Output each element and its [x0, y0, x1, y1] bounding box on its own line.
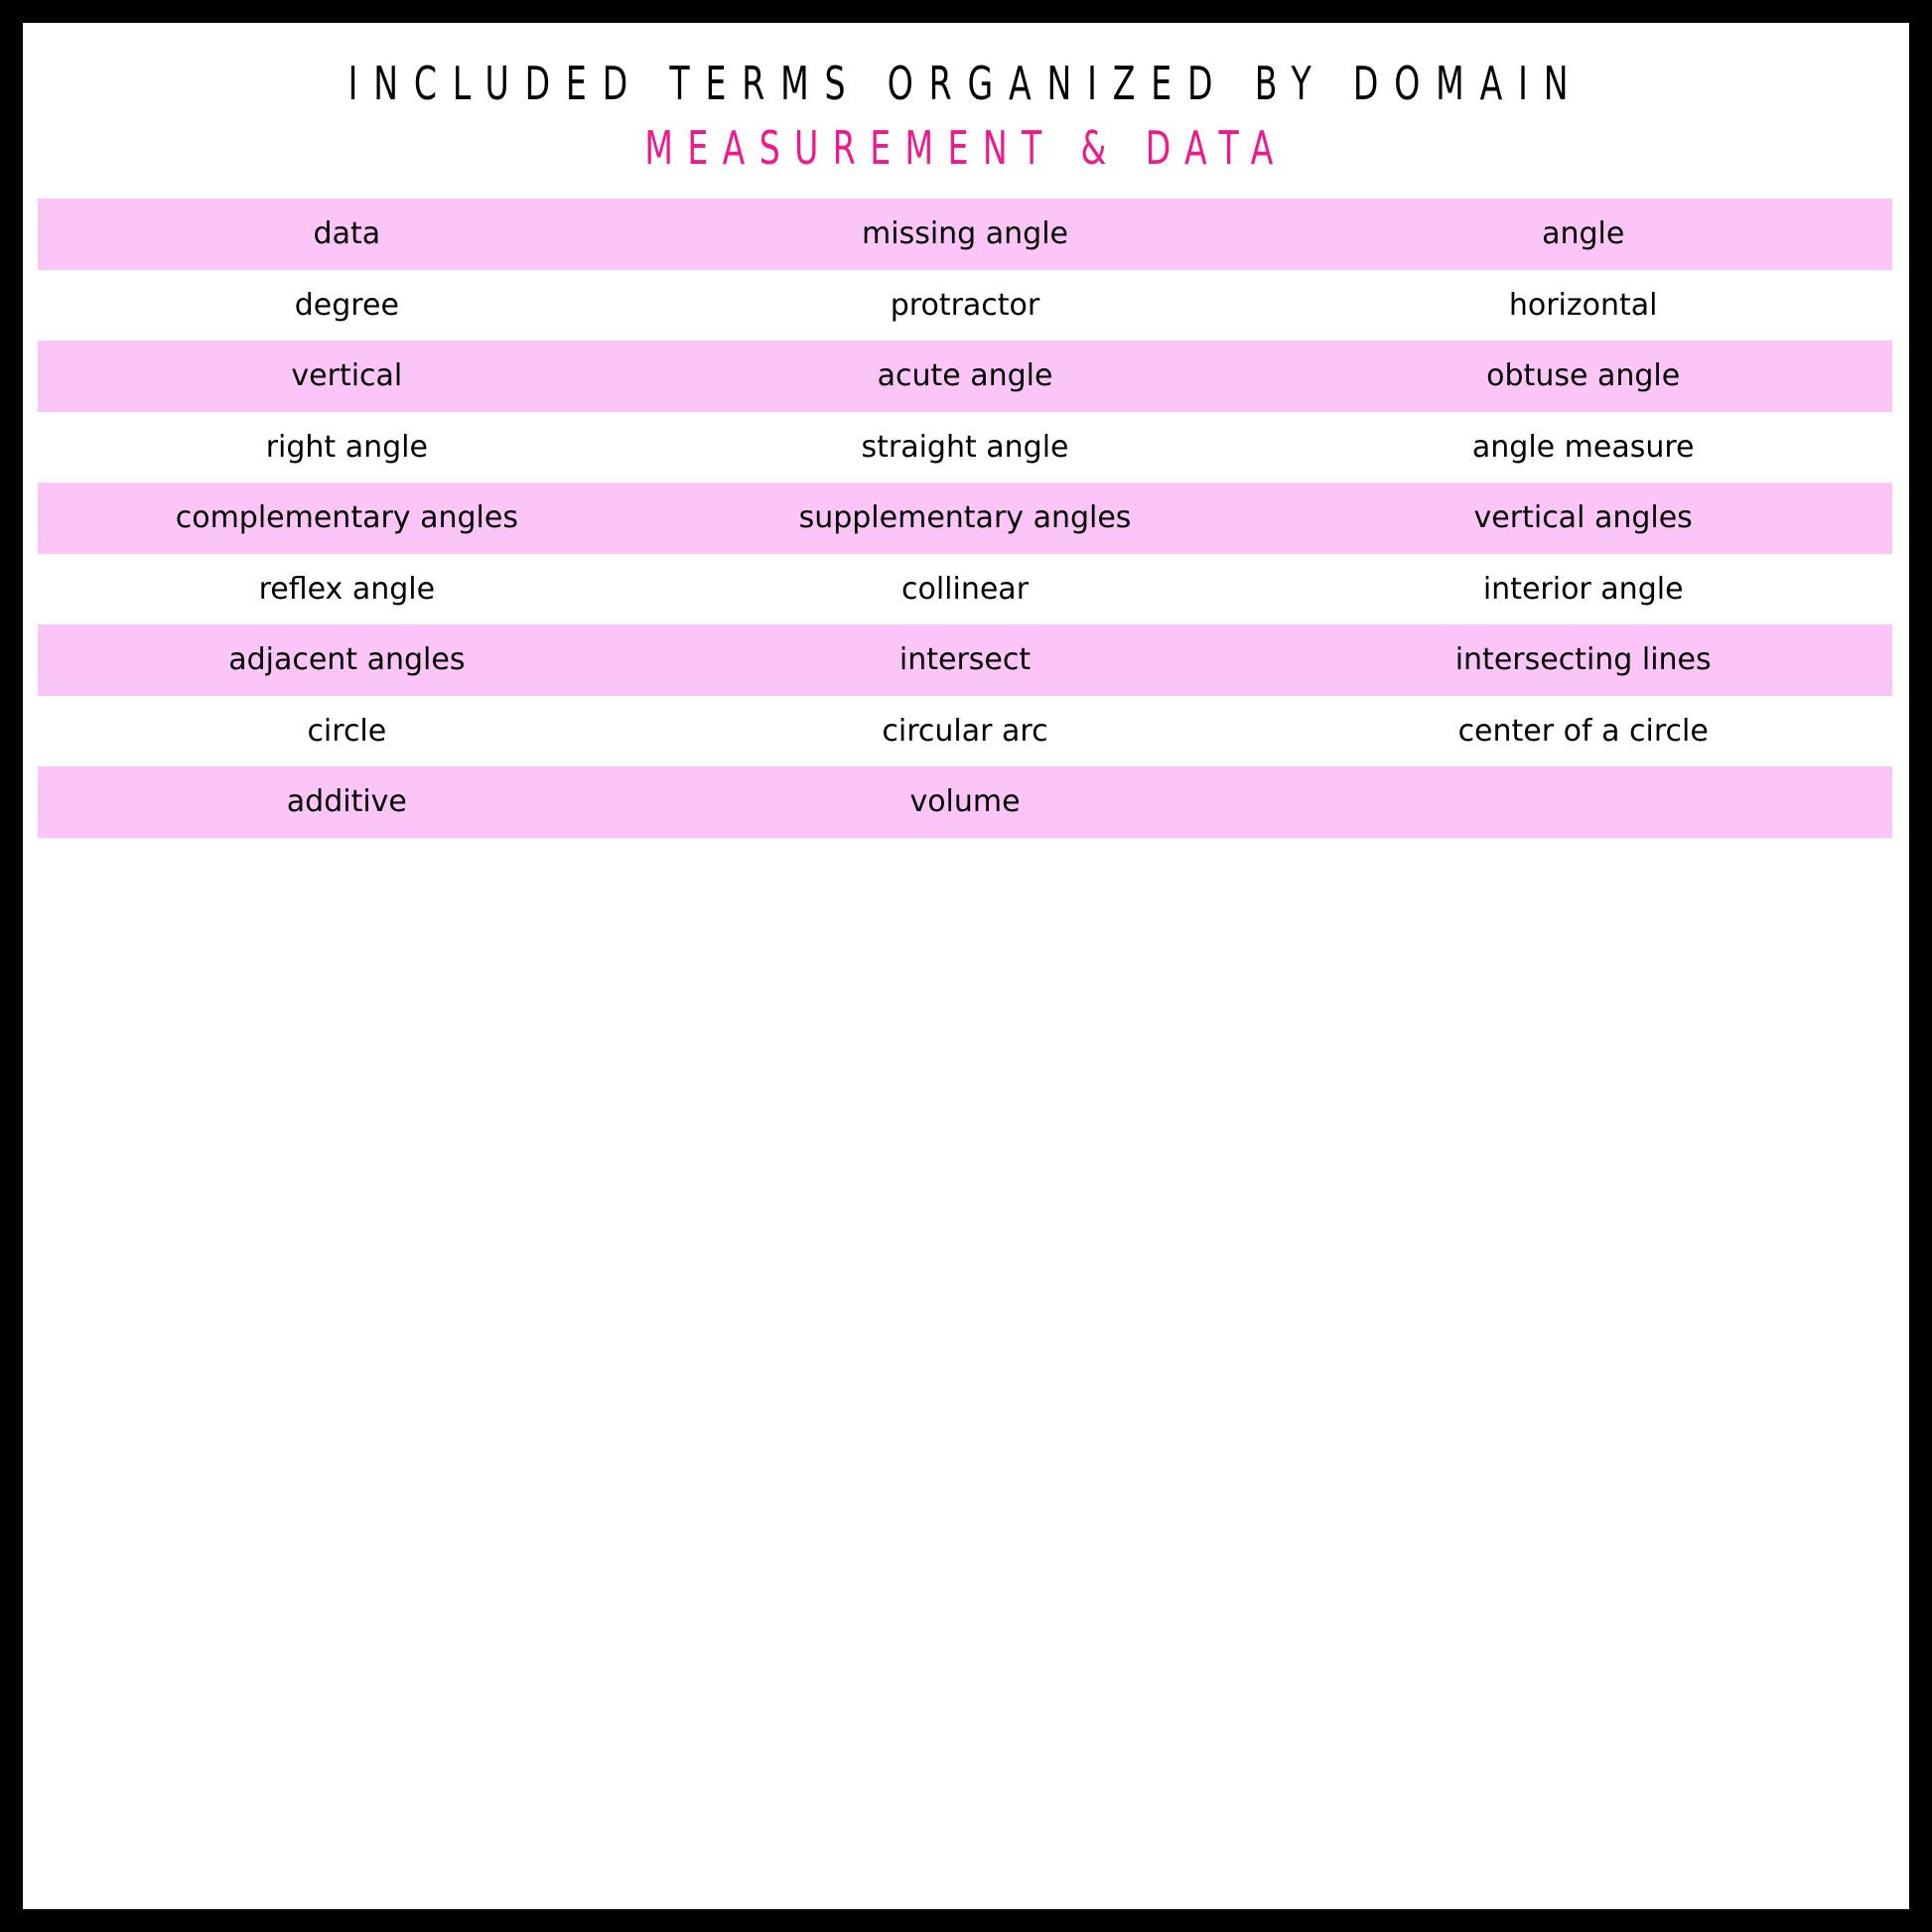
table-row [38, 483, 1892, 554]
term-cell: interior angle [1482, 571, 1684, 607]
terms-table [38, 199, 1892, 838]
term-cell: right angle [265, 429, 428, 465]
term-cell: volume [909, 784, 1021, 820]
term-cell: straight angle [861, 429, 1069, 465]
term-cell: additive [286, 784, 407, 820]
table-row [38, 199, 1892, 270]
table-row [38, 341, 1892, 412]
table-row [38, 766, 1892, 838]
term-cell: collinear [900, 571, 1030, 607]
term-cell: reflex angle [258, 571, 436, 607]
term-cell: complementary angles [175, 500, 518, 536]
table-row [38, 554, 1892, 625]
table-row [38, 412, 1892, 483]
term-cell: angle measure [1471, 429, 1695, 465]
term-cell: center of a circle [1457, 713, 1709, 749]
term-cell: data [313, 216, 381, 252]
term-cell: obtuse angle [1486, 358, 1681, 394]
term-cell: angle [1542, 216, 1625, 252]
table-row [38, 696, 1892, 767]
term-cell: vertical [291, 358, 403, 394]
term-cell: horizontal [1508, 287, 1658, 323]
domain-subtitle: MEASUREMENT & DATA [644, 121, 1288, 175]
term-cell: circle [307, 713, 387, 749]
page-title: INCLUDED TERMS ORGANIZED BY DOMAIN [347, 57, 1585, 110]
term-cell: adjacent angles [228, 642, 466, 678]
term-cell: protractor [890, 287, 1040, 323]
term-cell: degree [294, 287, 399, 323]
term-cell: intersect [898, 642, 1032, 678]
document-page [23, 23, 1909, 1909]
table-row [38, 624, 1892, 696]
term-cell: missing angle [862, 216, 1068, 252]
term-cell: circular arc [882, 713, 1048, 749]
term-cell: supplementary angles [798, 500, 1132, 536]
table-row [38, 270, 1892, 342]
term-cell: acute angle [877, 358, 1053, 394]
term-cell: vertical angles [1473, 500, 1693, 536]
term-cell: intersecting lines [1454, 642, 1712, 678]
